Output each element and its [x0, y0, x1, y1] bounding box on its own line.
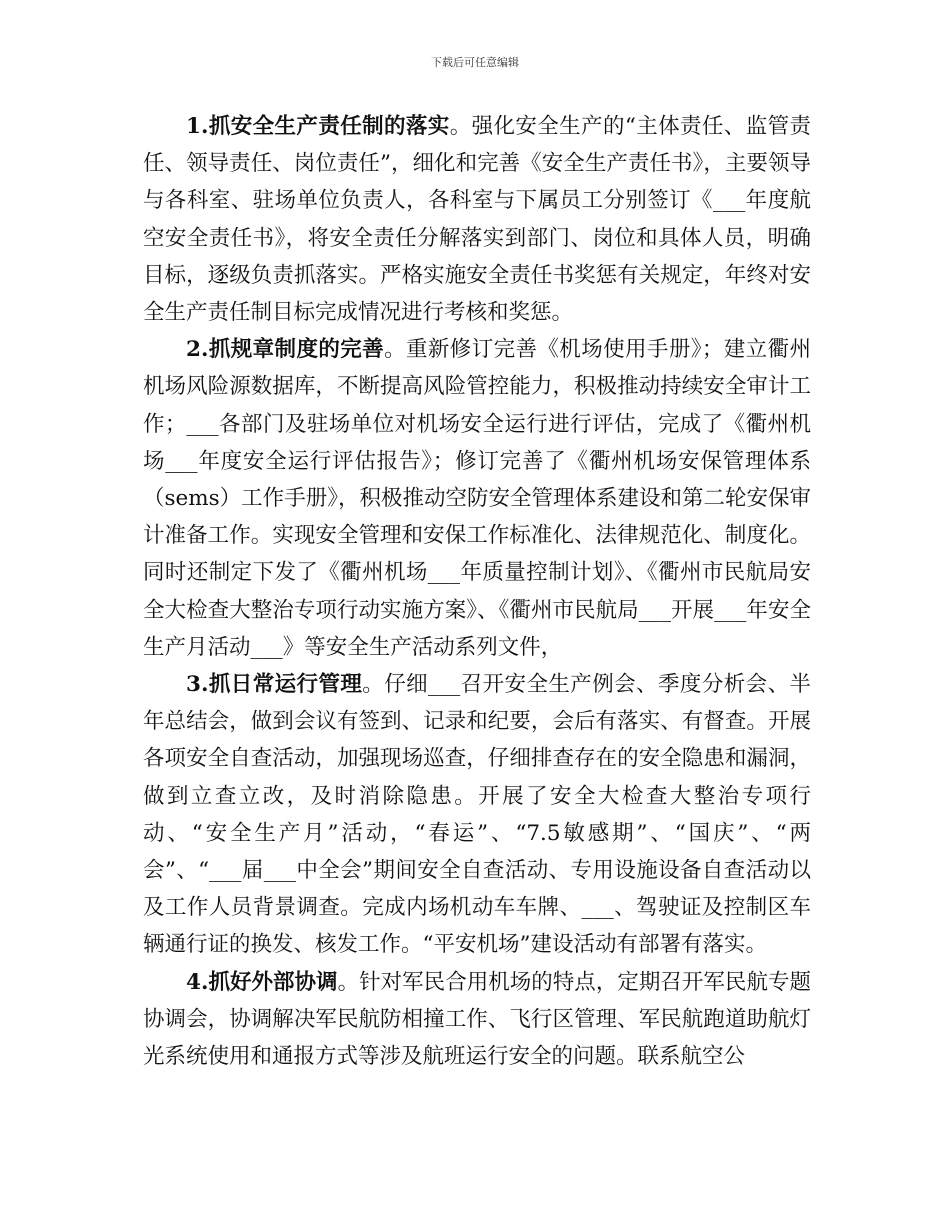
paragraph-heading: 4.抓好外部协调: [186, 969, 338, 995]
paragraph-2: [143, 331, 811, 666]
page-header: 下载后可任意编辑: [431, 56, 519, 69]
paragraph-heading: 3.抓日常运行管理: [186, 672, 363, 698]
paragraph-text: 。重新修订完善《机场使用手册》；建立衢州机场风险源数据库，不断提高风险管控能力，积极推动持续安全审计工作；___各部门及驻场单位对机场安全运行进行评估，完成了《衢州机场___年度安全运行评估报告》；修订完善了《衢州机场安保管理体系（sems）工作手册》，积极推动空防安全管理体系建设和第二轮安保审计准备工作。实现安全管理和安保工作标准化、法律规范化、制度化。同时还制定下发了《衢州机场___年质量控制计划》、《衢州市民航局安全大检查大整治专项行动实施方案》、《衢州市民航局___开展___年安全生产月活动___》等安全生产活动系列文件，: [143, 337, 811, 660]
paragraph-heading: 2.抓规章制度的完善: [186, 337, 385, 363]
paragraph-text: 。针对军民合用机场的特点，定期召开军民航专题协调会，协调解决军民航防相撞工作、飞行区管理、军民航跑道助航灯光系统使用和通报方式等涉及航班运行安全的问题。联系航空公: [143, 969, 811, 1070]
paragraph-text: 。强化安全生产的“主体责任、监管责任、领导责任、岗位责任”，细化和完善《安全生产责任书》，主要领导与各科室、驻场单位负责人，各科室与下属员工分别签订《___年度航空安全责任书》，将安全责任分解落实到部门、岗位和具体人员，明确目标，逐级负责抓落实。严格实施安全责任书奖惩有关规定，年终对安全生产责任制目标完成情况进行考核和奖惩。: [143, 114, 811, 326]
paragraph-1: [143, 108, 811, 331]
document-body: [143, 108, 811, 1075]
paragraph-3: [143, 666, 811, 964]
paragraph-heading: 1.抓安全生产责任制的落实: [186, 114, 450, 139]
paragraph-text: 。仔细___召开安全生产例会、季度分析会、半年总结会，做到会议有签到、记录和纪要，会后有落实、有督查。开展各项安全自查活动，加强现场巡查，仔细排查存在的安全隐患和漏洞，做到立查立改，及时消除隐患。开展了安全大检查大整治专项行动、“安全生产月”活动，“春运”、“7.5敏感期”、“国庆”、“两会”、“___届___中全会”期间安全自查活动、专用设施设备自查活动以及工作人员背景调查。完成内场机动车车牌、___、驾驶证及控制区车辆通行证的换发、核发工作。“平安机场”建设活动有部署有落实。: [143, 672, 811, 958]
paragraph-4: [143, 964, 811, 1076]
